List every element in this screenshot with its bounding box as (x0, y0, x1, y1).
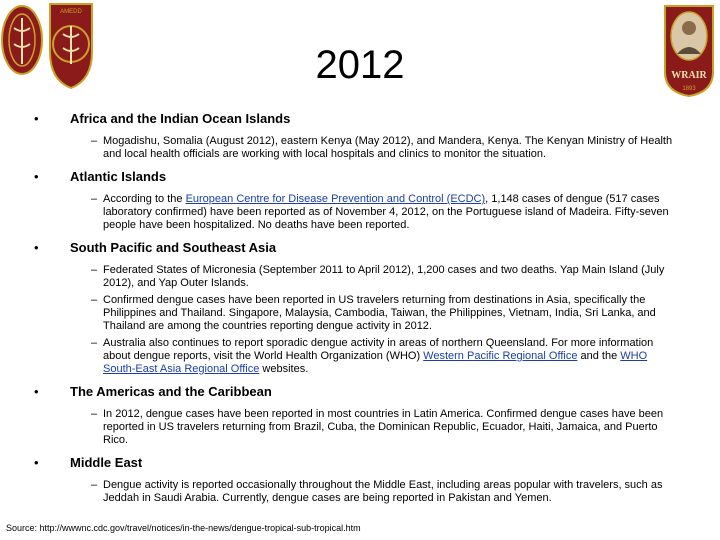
dash-icon: – (91, 479, 98, 491)
section-africa (34, 111, 684, 161)
dash-icon: – (91, 337, 98, 349)
section-heading: South Pacific and Southeast Asia (70, 240, 277, 255)
section-heading: The Americas and the Caribbean (70, 384, 272, 399)
who-south-east-asia-link[interactable]: WHO South-East Asia Regional Office (103, 350, 648, 375)
section-atlantic (34, 169, 684, 232)
bullet-icon: • (34, 240, 39, 255)
bullet-icon: • (34, 111, 39, 126)
item-text: In 2012, dengue cases have been reported in most countries in Latin America. Confirmed dengue cases have been reported in US travelers returning from Brazil, Cuba, the Dominican Republic, Ecuador, Haiti, Jamaica, and Puerto Rico. (103, 408, 664, 446)
list-item (91, 264, 684, 290)
content-area (34, 111, 684, 509)
section-south-pacific (34, 240, 684, 376)
section-middle-east (34, 455, 684, 505)
who-western-pacific-link[interactable]: Western Pacific Regional Office (423, 350, 578, 362)
bullet-icon: • (34, 384, 39, 399)
section-americas (34, 384, 684, 447)
svg-text:WRAIR: WRAIR (671, 70, 707, 81)
list-item (91, 135, 684, 161)
source-citation: Source: http://wwwnc.cdc.gov/travel/notices/in-the-news/dengue-tropical-sub-tropical.htm (6, 523, 361, 533)
item-text: Dengue activity is reported occasionally throughout the Middle East, including areas popular with travelers, such as Jeddah in Saudi Arabia. Currently, dengue cases are being reported in Pakistan and Yemen. (103, 479, 663, 504)
dash-icon: – (91, 135, 98, 147)
dash-icon: – (91, 264, 98, 276)
item-text: Australia also continues to report sporadic dengue activity in areas of northern Queensland. For more information about dengue reports, visit the World Health Organization (WHO) Western Pacific Regional Office and the WHO South-East Asia Regional Office websites. (103, 337, 654, 375)
section-heading: Middle East (70, 455, 143, 470)
section-heading: Africa and the Indian Ocean Islands (70, 111, 291, 126)
svg-text:1893: 1893 (682, 86, 696, 92)
list-item (91, 337, 684, 376)
list-item (91, 294, 684, 333)
svg-text:AMEDD: AMEDD (60, 9, 82, 15)
section-heading: Atlantic Islands (70, 169, 167, 184)
dash-icon: – (91, 193, 98, 205)
item-text: According to the European Centre for Disease Prevention and Control (ECDC), 1,148 cases of dengue (517 cases laboratory confirmed) have been reported as of November 4, 2012, on the Portuguese island of Madeira. Fifty-seven people have been hospitalized. No deaths have been reported. (103, 193, 669, 231)
item-text: Confirmed dengue cases have been reported in US travelers returning from destinations in Asia, specifically the Philippines and Thailand. Singapore, Malaysia, Cambodia, Taiwan, the Philippines, Vietnam, India, Sri Lanka, and Thailand are among the countries reporting dengue activity in 2012. (103, 294, 656, 332)
dash-icon: – (91, 294, 98, 306)
bullet-icon: • (34, 455, 39, 470)
slide-title: 2012 (315, 43, 405, 87)
bullet-icon: • (34, 169, 39, 184)
item-text: Federated States of Micronesia (September 2011 to April 2012), 1,200 cases and two deaths. Yap Main Island (July 2012), and Yap Outer Islands. (103, 264, 665, 289)
list-item (91, 408, 684, 447)
list-item (91, 479, 684, 505)
list-item (91, 193, 684, 232)
dash-icon: – (91, 408, 98, 420)
ecdc-link[interactable]: European Centre for Disease Prevention and Control (ECDC) (185, 193, 486, 205)
item-text: Mogadishu, Somalia (August 2012), eastern Kenya (May 2012), and Mandera, Kenya. The Kenyan Ministry of Health and local health officials are working with local hospitals and clinics to monitor the situation. (103, 135, 673, 160)
